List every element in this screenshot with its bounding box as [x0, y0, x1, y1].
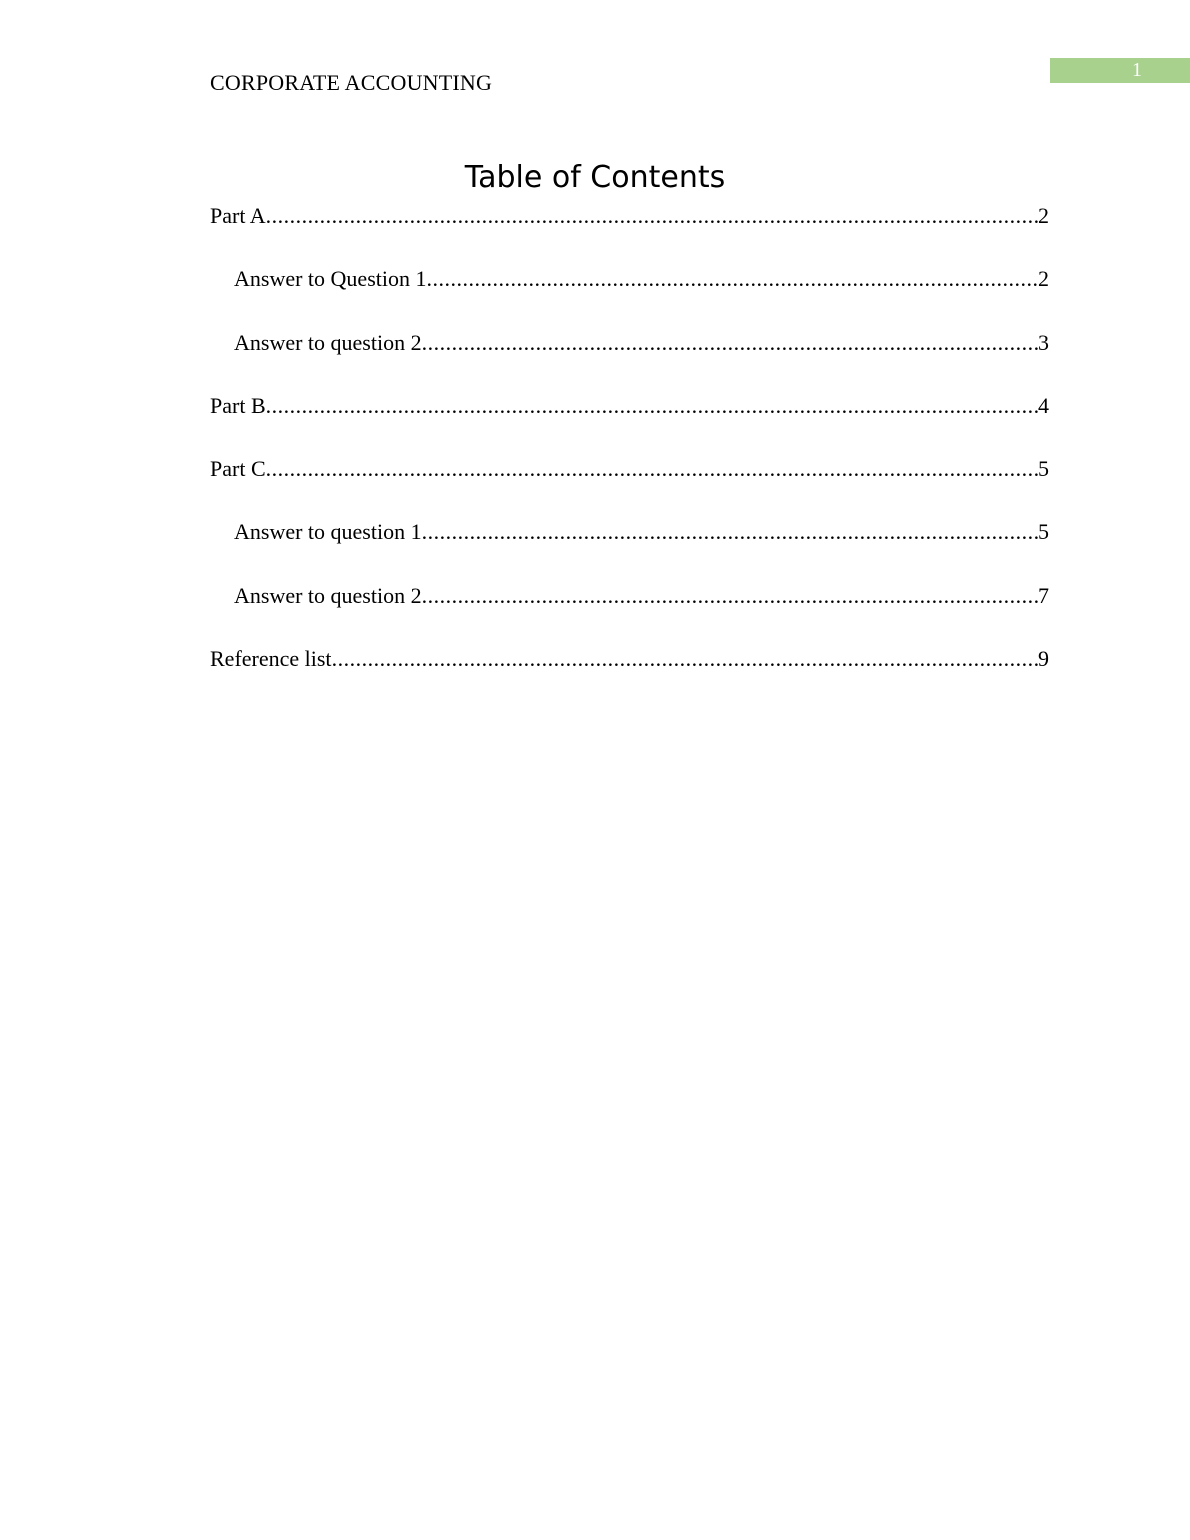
- toc-entry-page: 5: [1038, 456, 1049, 482]
- toc-entry-part-c-question-1[interactable]: [210, 516, 1049, 579]
- toc-entry-label: Part A: [210, 203, 266, 228]
- toc-dot-leader: [422, 580, 1038, 612]
- toc-entry-reference-list[interactable]: [210, 643, 1049, 706]
- toc-entry-label: Answer to Question 1: [234, 266, 427, 292]
- toc-entry-page: 2: [1038, 266, 1049, 292]
- toc-entry-page: 4: [1038, 392, 1049, 418]
- toc-entry-label: Part C: [210, 456, 266, 482]
- table-of-contents: [210, 200, 1049, 706]
- toc-dot-leader: [422, 327, 1038, 359]
- toc-entry-page: 9: [1038, 646, 1049, 672]
- toc-dot-leader: [266, 453, 1038, 485]
- toc-entry-page: 5: [1038, 519, 1049, 545]
- toc-entry-label: Answer to question 2: [234, 329, 422, 355]
- toc-entry-part-b[interactable]: [210, 390, 1049, 453]
- toc-entry-part-c[interactable]: [210, 453, 1049, 516]
- toc-entry-page: 7: [1038, 582, 1049, 608]
- toc-entry-page: 3: [1038, 329, 1049, 355]
- toc-entry-part-a-question-1[interactable]: [210, 263, 1049, 326]
- toc-entry-part-c-question-2[interactable]: [210, 580, 1049, 643]
- toc-dot-leader: [266, 200, 1038, 232]
- toc-entry-page: 2: [1038, 203, 1049, 228]
- toc-dot-leader: [332, 643, 1038, 675]
- toc-entry-label: Answer to question 1: [234, 519, 422, 545]
- document-header-title: CORPORATE ACCOUNTING: [210, 70, 493, 95]
- page-number-badge: 1: [1050, 58, 1190, 83]
- toc-entry-part-a-question-2[interactable]: [210, 327, 1049, 390]
- toc-dot-leader: [422, 516, 1038, 548]
- toc-heading: Table of Contents: [464, 160, 726, 195]
- toc-entry-label: Reference list: [210, 646, 332, 672]
- toc-entry-label: Answer to question 2: [234, 582, 422, 608]
- toc-entry-part-a[interactable]: [210, 200, 1049, 263]
- toc-entry-label: Part B: [210, 392, 266, 418]
- toc-dot-leader: [426, 263, 1038, 295]
- toc-dot-leader: [266, 390, 1038, 422]
